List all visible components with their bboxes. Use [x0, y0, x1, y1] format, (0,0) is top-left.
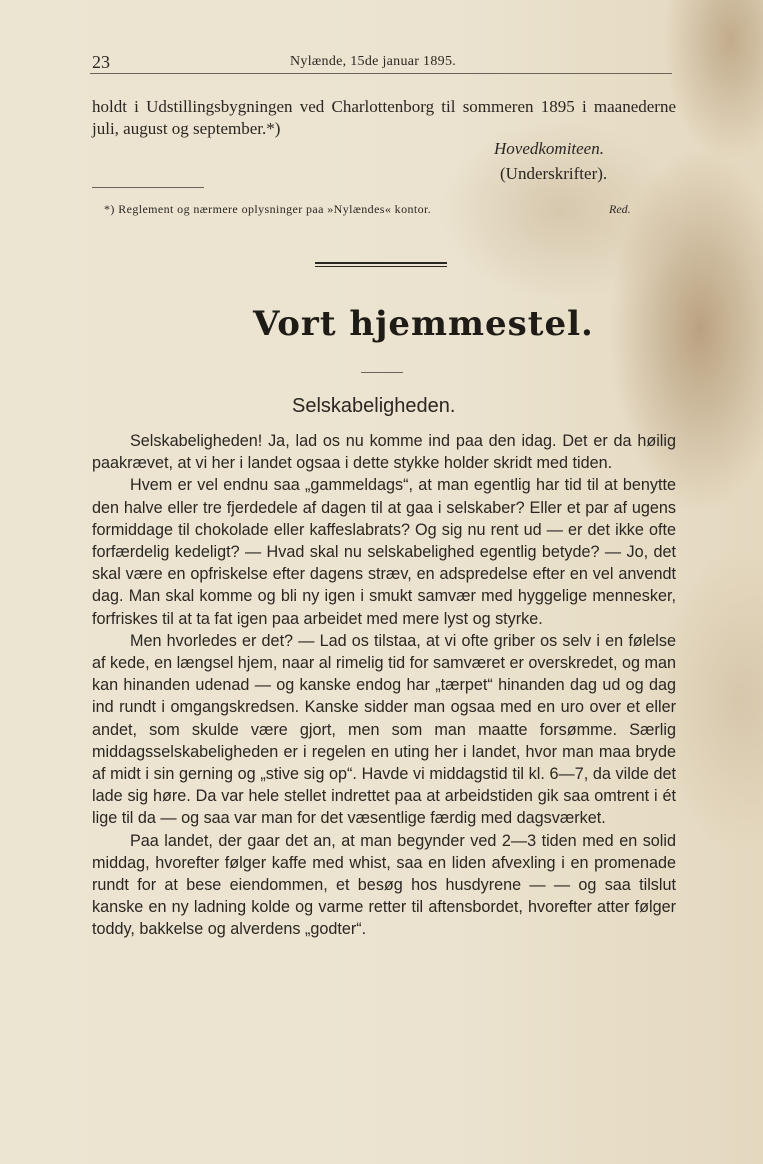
article-title: Vort hjemmestel. [253, 304, 594, 344]
article-body [92, 430, 676, 941]
notice-text-block [92, 96, 676, 140]
title-rule [361, 372, 403, 373]
article-paragraph: Paa landet, der gaar det an, at man begynder ved 2—3 tiden med en solid middag, hvorefter følger kaffe med whist, saa en liden afvexling i en promenade rundt for at bese eiendommen, et besøg hos husdyrene — — og saa tilslut kanske en ny ladning kolde og varme retter til aftensbordet, hvorefter atter følger toddy, bakkelse og alverdens „godter“. [92, 831, 676, 939]
running-title: Nylænde, 15de januar 1895. [290, 54, 457, 69]
footnote-signature: Red. [609, 202, 631, 216]
header-rule [90, 73, 672, 74]
section-heading: Selskabeligheden. [292, 395, 456, 417]
signature-committee: Hovedkomiteen. [494, 139, 604, 158]
section-divider [315, 262, 447, 267]
notice-text: holdt i Udstillingsbygningen ved Charlottenborg til sommeren 1895 i maanederne juli, august og september.*) [92, 97, 676, 139]
article-paragraph: Selskabeligheden! Ja, lad os nu komme ind paa den idag. Det er da høilig paakrævet, at vi her i landet ogsaa i dette stykke holder skridt med tiden. [92, 432, 676, 473]
article-paragraph: Men hvorledes er det? — Lad os tilstaa, at vi ofte griber os selv i en følelse af kede, en længsel hjem, naar al rimelig tid for samværet er overskredet, og man kan hinanden udenad — og kanske endog har „tærpet“ hinanden dag ud og dag ind rundt i omgangskredsen. Kanske sidder man ogsaa med en uro over et eller andet, som skulde være gjort, men som man maatte forsømme. Særlig middagsselskabeligheden er i regelen en uting her i landet, hvor man maa bryde af midt i sin gerning og „stive sig op“. Havde vi middagstid til kl. 6—7, da vilde det lade sig høre. Da var hele stellet indrettet paa at arbeidstiden gik saa omtrent i ét lige til da — og saa var man for det væsentlige færdig med dagsværket. [92, 631, 676, 828]
signature-subscribers: (Underskrifter). [500, 164, 608, 183]
footnote-separator [92, 187, 204, 188]
article-paragraph: Hvem er vel endnu saa „gammeldags“, at man egentlig har tid til at benytte den halve eller tre fjerdedele af dagen til at gaa i selskaber? Eller et par af ugens formiddage til chokolade eller kaffeslabrats? Og sig nu rent ud — er det ikke ofte forfærdelig kedeligt? — Hvad skal nu selskabelighed egentlig betyde? — Jo, det skal være en opfriskelse efter dagens stræv, en adspredelse efter en vel anvendt dag. Man skal komme og bli ny igen i smukt samvær med hyggelige mennesker, forfriskes til at ta fat igen paa arbeidet med mere lyst og styrke. [92, 476, 676, 628]
page-number: 23 [92, 52, 110, 72]
footnote: *) Reglement og nærmere oplysninger paa »Nylændes« kontor. [104, 202, 432, 216]
page-header [90, 52, 670, 72]
